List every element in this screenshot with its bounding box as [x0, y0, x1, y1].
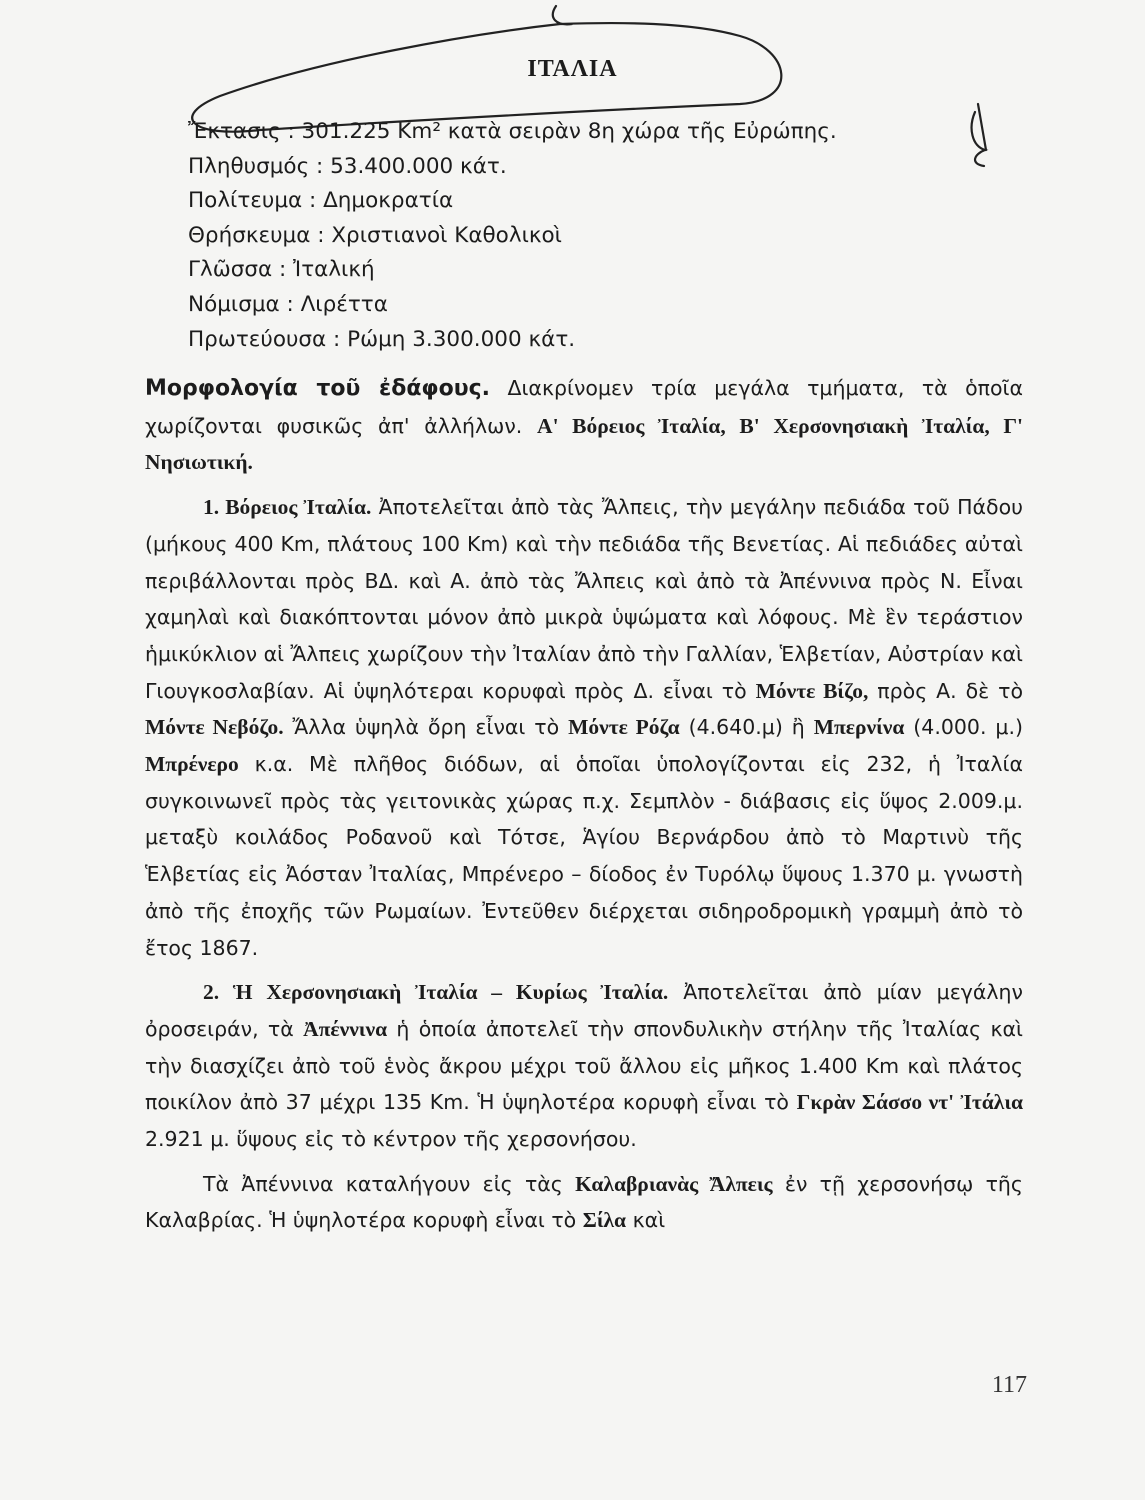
- peak-name: Μπρένερο: [145, 752, 239, 777]
- section-1-text: Ἄλλα ὑψηλὰ ὄρη εἶναι τὸ: [292, 715, 560, 740]
- section-3-text: Τὰ Ἀπέννινα καταλήγουν εἰς τὰς: [203, 1171, 563, 1196]
- page-number: 117: [991, 1372, 1027, 1398]
- country-facts: [188, 115, 988, 357]
- peak-name: Μόντε Βίζο,: [755, 678, 869, 703]
- section-3-text: ἐν τῇ χερσονήσῳ τῆς Καλαβρίας. Ἡ ὑψηλοτέρα κορυφὴ εἶναι τὸ: [145, 1171, 1023, 1233]
- section-2-text: Ἀποτελεῖται ἀπὸ μίαν μεγάλην ὀροσειράν, τὰ: [145, 980, 1023, 1041]
- morphology-regions: Α' Βόρειος Ἰταλία, Β' Χερσονησιακὴ Ἰταλία, Γ' Νησιωτική.: [145, 413, 1023, 475]
- section-1-text: (4.640.μ) ἢ: [688, 715, 805, 740]
- section-1-text: Ἀποτελεῖται ἀπὸ τὰς Ἄλπεις, τὴν μεγάλην πεδιάδα τοῦ Πάδου (μήκους 400 Km, πλάτους 100 Km) καὶ τὴν πεδιάδα τῆς Βενετίας. Αἱ πεδιάδες αὐταὶ περιβάλλονται πρὸς ΒΔ. καὶ Α. ἀπὸ τὰς Ἄλπεις καὶ ἀπὸ τὰ Ἀπέννινα πρὸς Ν. Εἶναι χαμηλαὶ καὶ διακόπτονται μόνον ἀπὸ μικρὰ ὑψώματα καὶ λόφους. Μὲ ἓν τεράστιον ἡμικύκλιον αἱ Ἄλπεις χωρίζουν τὴν Ἰταλίαν ἀπὸ τὴν Γαλλίαν, Ἑλβετίαν, Αὐστρίαν καὶ Γιουγκοσλαβίαν. Αἱ ὑψηλότεραι κορυφαὶ πρὸς Δ. εἶναι τὸ: [145, 495, 1023, 703]
- page-body: [145, 370, 1023, 1239]
- fact-religion: Θρήσκευμα : Χριστιανοὶ Καθολικοὶ: [188, 222, 562, 248]
- section-3-paragraph: [145, 1166, 1023, 1239]
- morphology-text: Διακρίνομεν τρία μεγάλα τμήματα, τὰ ὁποῖα χωρίζονται φυσικῶς ἀπ' ἀλλήλων.: [145, 376, 1023, 438]
- peak-name: Γκρὰν Σάσσο ντ' Ἰτάλια: [796, 1090, 1023, 1115]
- section-1-paragraph: [145, 489, 1023, 966]
- range-name: Καλαβριανὰς Ἄλπεις: [575, 1171, 773, 1196]
- section-2-heading: 2. Ἡ Χερσονησιακὴ Ἰταλία – Κυρίως Ἰταλία.: [203, 980, 669, 1005]
- section-2-text: 2.921 μ. ὕψους εἰς τὸ κέντρον τῆς χερσονήσου.: [145, 1127, 637, 1152]
- fact-area: Ἔκτασις : 301.225 Km² κατὰ σειρὰν 8η χώρα τῆς Εὐρώπης.: [188, 119, 837, 144]
- morphology-paragraph: [145, 370, 1023, 481]
- fact-capital: Πρωτεύουσα : Ρώμη 3.300.000 κάτ.: [188, 326, 576, 352]
- peak-name: Μόντε Νεβόζο.: [145, 715, 284, 740]
- peak-name: Σίλα: [582, 1208, 627, 1233]
- section-2-text: ἡ ὁποία ἀποτελεῖ τὴν σπονδυλικὴν στήλην τῆς Ἰταλίας καὶ τὴν διασχίζει ἀπὸ τοῦ ἑνὸς ἄκρου μέχρι τοῦ ἄλλου εἰς μῆκος 1.400 Km καὶ πλάτος ποικίλον ἀπὸ 37 μέχρι 135 Km. Ἡ ὑψηλοτέρα κορυφὴ εἶναι τὸ: [145, 1016, 1023, 1115]
- section-2-paragraph: [145, 974, 1023, 1158]
- section-1-text: (4.000. μ.): [913, 715, 1023, 740]
- section-3-text: καὶ: [632, 1208, 666, 1233]
- fact-government: Πολίτευμα : Δημοκρατία: [188, 188, 454, 214]
- section-1-heading: 1. Βόρειος Ἰταλία.: [203, 495, 372, 520]
- peak-name: Μόντε Ρόζα: [568, 715, 680, 740]
- section-1-text: πρὸς Α. δὲ τὸ: [877, 678, 1023, 703]
- fact-language: Γλῶσσα : Ἰταλική: [188, 257, 375, 283]
- fact-currency: Νόμισμα : Λιρέττα: [188, 291, 388, 317]
- page-title: ΙΤΑΛΙΑ: [527, 56, 618, 82]
- fact-population: Πληθυσμός : 53.400.000 κάτ.: [188, 153, 507, 179]
- section-1-text: κ.α. Μὲ πλῆθος διόδων, αἱ ὁποῖαι ὑπολογίζονται εἰς 232, ἡ Ἰταλία συγκοινωνεῖ πρὸς τὰς γειτονικὰς χώρας π.χ. Σεμπλὸν - διάβασις εἰς ὕψος 2.009.μ. μεταξὺ κοιλάδος Ροδανοῦ καὶ Τότσε, Ἁγίου Βερνάρδου ἀπὸ τὸ Μαρτινὺ τῆς Ἑλβετίας εἰς Ἀόσταν Ἰταλίας, Μπρένερο – δίοδος ἐν Τυρόλῳ ὕψους 1.370 μ. γνωστὴ ἀπὸ τῆς ἐποχῆς τῶν Ρωμαίων. Ἐντεῦθεν διέρχεται σιδηροδρομικὴ γραμμὴ ἀπὸ τὸ ἔτος 1867.: [145, 752, 1023, 960]
- morphology-heading: Μορφολογία τοῦ ἐδάφους.: [145, 376, 491, 401]
- peak-name: Μπερνίνα: [813, 715, 905, 740]
- range-name: Ἀπέννινα: [303, 1016, 388, 1041]
